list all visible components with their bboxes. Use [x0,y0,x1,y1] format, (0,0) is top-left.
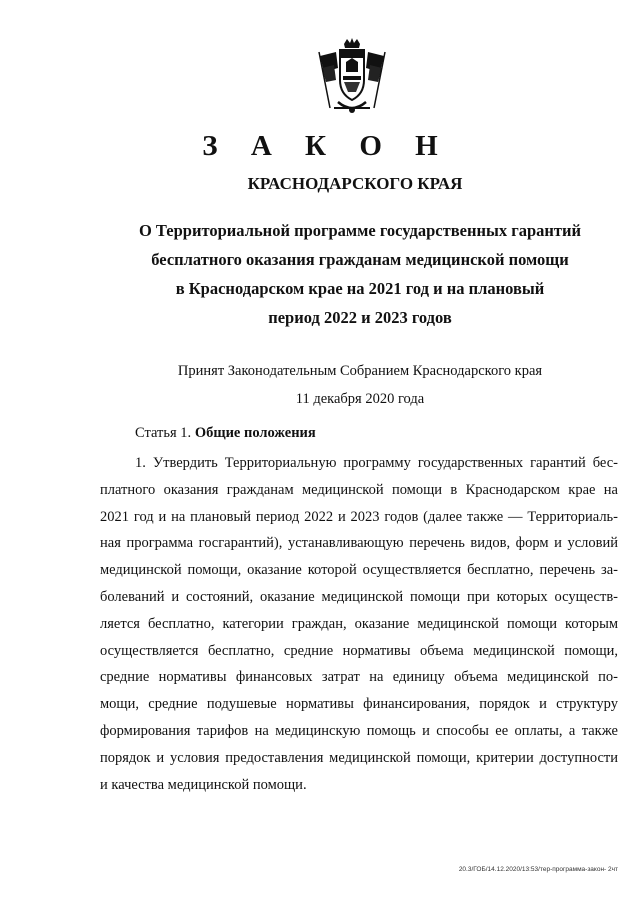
adopted-by: Принят Законодательным Собранием Краснодарского края [177,363,543,379]
article-name: Общие положения [194,425,316,441]
paragraph-line: 2021 год и на плановый период 2022 и 2023 годов (далее также — Территориаль- [100,508,618,525]
article-prefix: Статья 1. [135,425,192,441]
paragraph-line: ляется бесплатно, категории граждан, оказание медицинской помощи которым [100,615,618,632]
article-paragraph [100,450,618,798]
paragraph-line: 1. Утвердить Территориальную программу государственных гарантий бес- [135,455,618,471]
heading-line: бесплатного оказания гражданам медицинской помощи [151,250,569,269]
document-title: З А К О Н [202,130,451,162]
paragraph-line: медицинской помощи, оказание которой осуществляется бесплатно, перечень за- [100,562,618,579]
paragraph-line: платного оказания гражданам медицинской помощи в Краснодарском крае на [100,481,618,498]
paragraph-line: осуществляется бесплатно, средние нормативы объема медицинской помощи, [100,642,618,659]
heading-line: период 2022 и 2023 годов [268,308,452,327]
paragraph-line: мощи, средние подушевые нормативы финансирования, порядок и структуру [100,696,618,713]
law-heading [100,216,620,332]
article-heading [135,425,316,442]
paragraph-line: ная программа госгарантий), устанавливающую перечень видов, форм и условий [100,535,618,552]
document-footer-stamp: 20.3/ГОБ/14.12.2020/13:53/тер-программа-закон- 2чт [458,866,618,873]
paragraph-line: болеваний и состояний, оказание медицинской помощи при которых осуществ- [100,588,618,605]
heading-line: в Краснодарском крае на 2021 год и на плановый [175,279,545,298]
paragraph-line: формирования тарифов на медицинскую помощь и способы ее оплаты, а также [100,722,618,739]
document-subtitle: КРАСНОДАРСКОГО КРАЯ [247,174,463,193]
paragraph-line: порядок и условия предоставления медицинской помощи, критерии доступности [100,749,618,766]
krasnodar-coat-of-arms-icon [316,38,388,116]
paragraph-line: средние нормативы финансовых затрат на единицу объема медицинской по- [100,669,618,686]
adopted-date: 11 декабря 2020 года [295,391,425,407]
heading-line: О Территориальной программе государственных гарантий [138,221,582,240]
adoption-info [100,357,620,413]
paragraph-line: и качества медицинской помощи. [100,776,307,793]
